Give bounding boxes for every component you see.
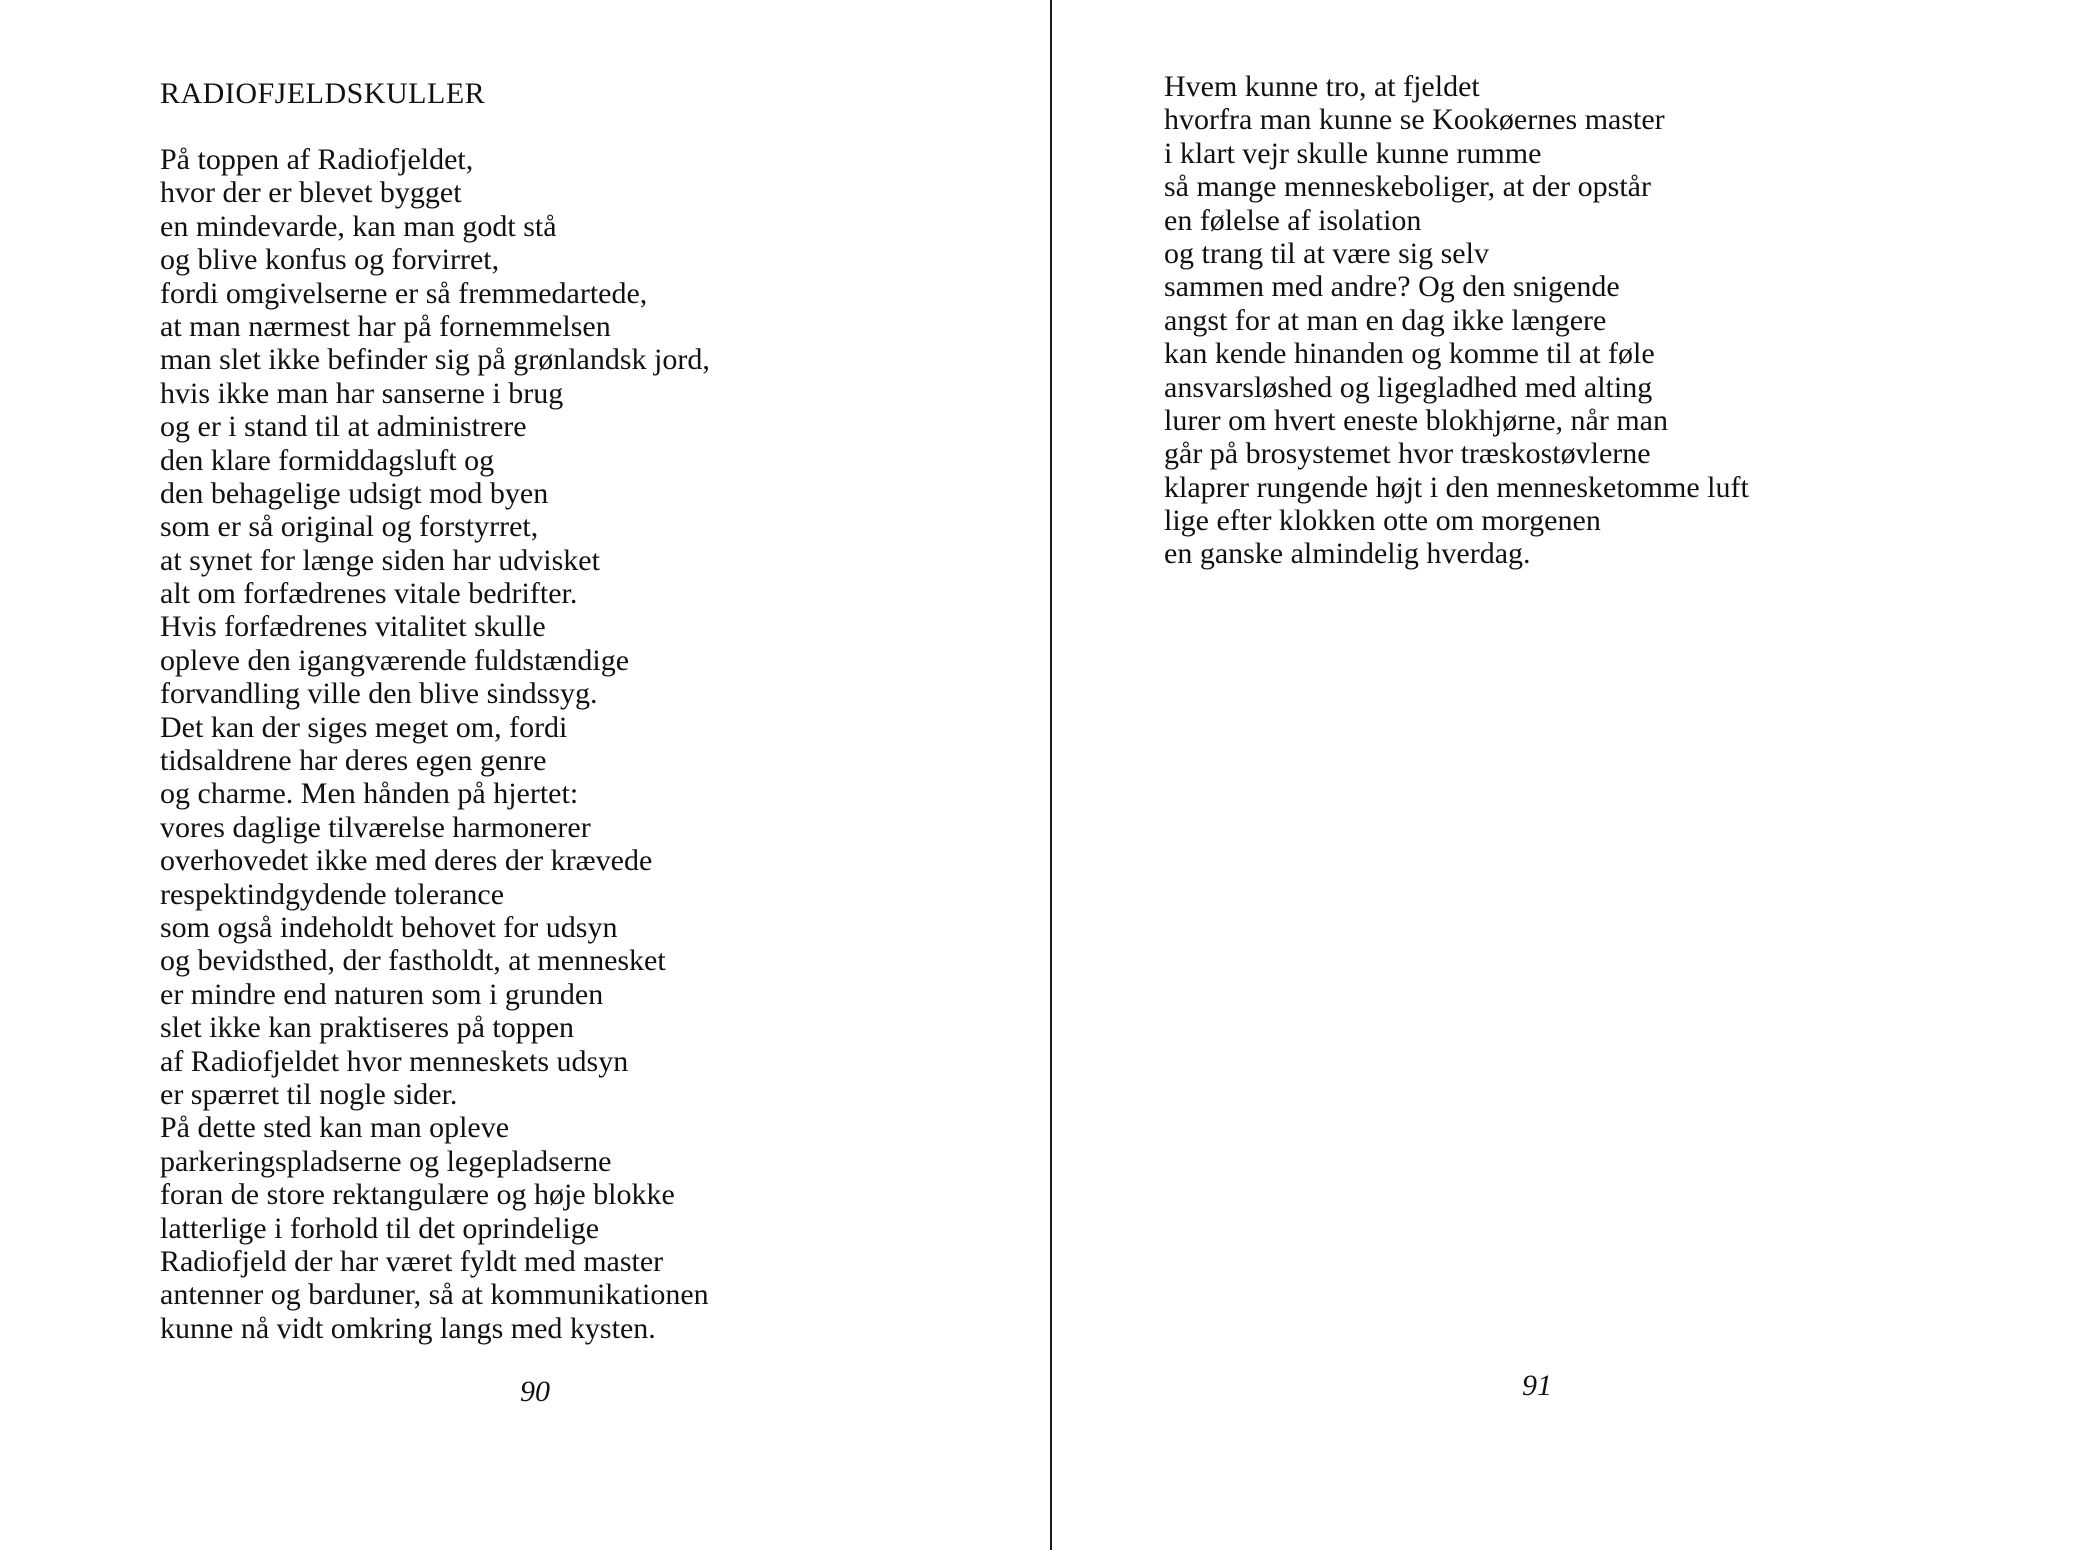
poem-line: Hvis forfædrenes vitalitet skulle: [160, 610, 546, 644]
poem-line: Hvem kunne tro, at fjeldet: [1164, 70, 1480, 103]
poem-line: som er så original og forstyrret,: [160, 510, 539, 544]
right-page: [1052, 0, 2100, 1550]
poem-title: RADIOFJELDSKULLER: [160, 77, 486, 110]
poem-line: hvis ikke man har sanserne i brug: [160, 376, 564, 410]
poem-line: fordi omgivelserne er så fremmedartede,: [160, 276, 648, 310]
poem-line: en ganske almindelig hverdag.: [1164, 537, 1531, 571]
poem-line: og bevidsthed, der fastholdt, at mennesket: [160, 944, 666, 978]
poem-line: så mange menneskeboliger, at der opstår: [1164, 170, 1651, 204]
poem-line: man slet ikke befinder sig på grønlandsk jord,: [160, 343, 710, 377]
poem-line: respektindgydende tolerance: [160, 877, 505, 911]
poem-line: overhovedet ikke med deres der krævede: [160, 844, 653, 878]
left-poem-lines: [160, 143, 710, 1345]
poem-line: at man nærmest har på fornemmelsen: [160, 309, 611, 343]
poem-line: en mindevarde, kan man godt stå: [160, 209, 557, 243]
poem-line: lige efter klokken otte om morgenen: [1164, 504, 1601, 538]
page-number-left: 90: [520, 1375, 550, 1408]
poem-line: sammen med andre? Og den snigende: [1164, 270, 1620, 304]
poem-line: som også indeholdt behovet for udsyn: [160, 910, 618, 944]
poem-line: vores daglige tilværelse harmonerer: [160, 810, 591, 844]
page-number-right: 91: [1522, 1369, 1552, 1402]
poem-line: er mindre end naturen som i grunden: [160, 977, 604, 1011]
poem-line: antenner og barduner, så at kommunikationen: [160, 1278, 709, 1312]
poem-line: klaprer rungende højt i den mennesketomme luft: [1164, 470, 1749, 504]
poem-line: den behagelige udsigt mod byen: [160, 476, 549, 510]
poem-line: hvorfra man kunne se Kookøernes master: [1164, 103, 1665, 137]
poem-line: På dette sted kan man opleve: [160, 1111, 510, 1145]
poem-line: foran de store rektangulære og høje blokke: [160, 1178, 675, 1212]
poem-line: angst for at man en dag ikke længere: [1164, 303, 1607, 337]
poem-line: er spærret til nogle sider.: [160, 1077, 458, 1111]
poem-line: i klart vejr skulle kunne rumme: [1164, 136, 1542, 170]
poem-line: parkeringspladserne og legepladserne: [160, 1144, 612, 1178]
poem-line: alt om forfædrenes vitale bedrifter.: [160, 577, 578, 611]
poem-line: tidsaldrene har deres egen genre: [160, 744, 547, 778]
poem-line: slet ikke kan praktiseres på toppen: [160, 1011, 575, 1045]
poem-line: latterlige i forhold til det oprindelige: [160, 1211, 600, 1245]
poem-line: opleve den igangværende fuldstændige: [160, 643, 630, 677]
poem-line: at synet for længe siden har udvisket: [160, 543, 600, 577]
poem-line: går på brosystemet hvor træskostøvlerne: [1164, 437, 1651, 471]
poem-line: og trang til at være sig selv: [1164, 236, 1489, 270]
poem-line: og blive konfus og forvirret,: [160, 243, 500, 277]
poem-line: Radiofjeld der har været fyldt med master: [160, 1244, 664, 1278]
poem-line: og er i stand til at administrere: [160, 410, 527, 444]
poem-line: en følelse af isolation: [1164, 203, 1422, 237]
poem-line: Det kan der siges meget om, fordi: [160, 710, 568, 744]
poem-line: lurer om hvert eneste blokhjørne, når man: [1164, 403, 1668, 437]
poem-line: hvor der er blevet bygget: [160, 176, 462, 210]
right-poem-lines: [1164, 70, 1749, 571]
poem-line: og charme. Men hånden på hjertet:: [160, 777, 579, 811]
poem-line: af Radiofjeldet hvor menneskets udsyn: [160, 1044, 629, 1078]
poem-line: ansvarsløshed og ligegladhed med alting: [1164, 370, 1653, 404]
poem-line: den klare formiddagsluft og: [160, 443, 495, 477]
poem-line: kunne nå vidt omkring langs med kysten.: [160, 1311, 656, 1345]
poem-line: kan kende hinanden og komme til at føle: [1164, 337, 1655, 371]
poem-line: forvandling ville den blive sindssyg.: [160, 677, 598, 711]
poem-line: På toppen af Radiofjeldet,: [160, 143, 474, 176]
